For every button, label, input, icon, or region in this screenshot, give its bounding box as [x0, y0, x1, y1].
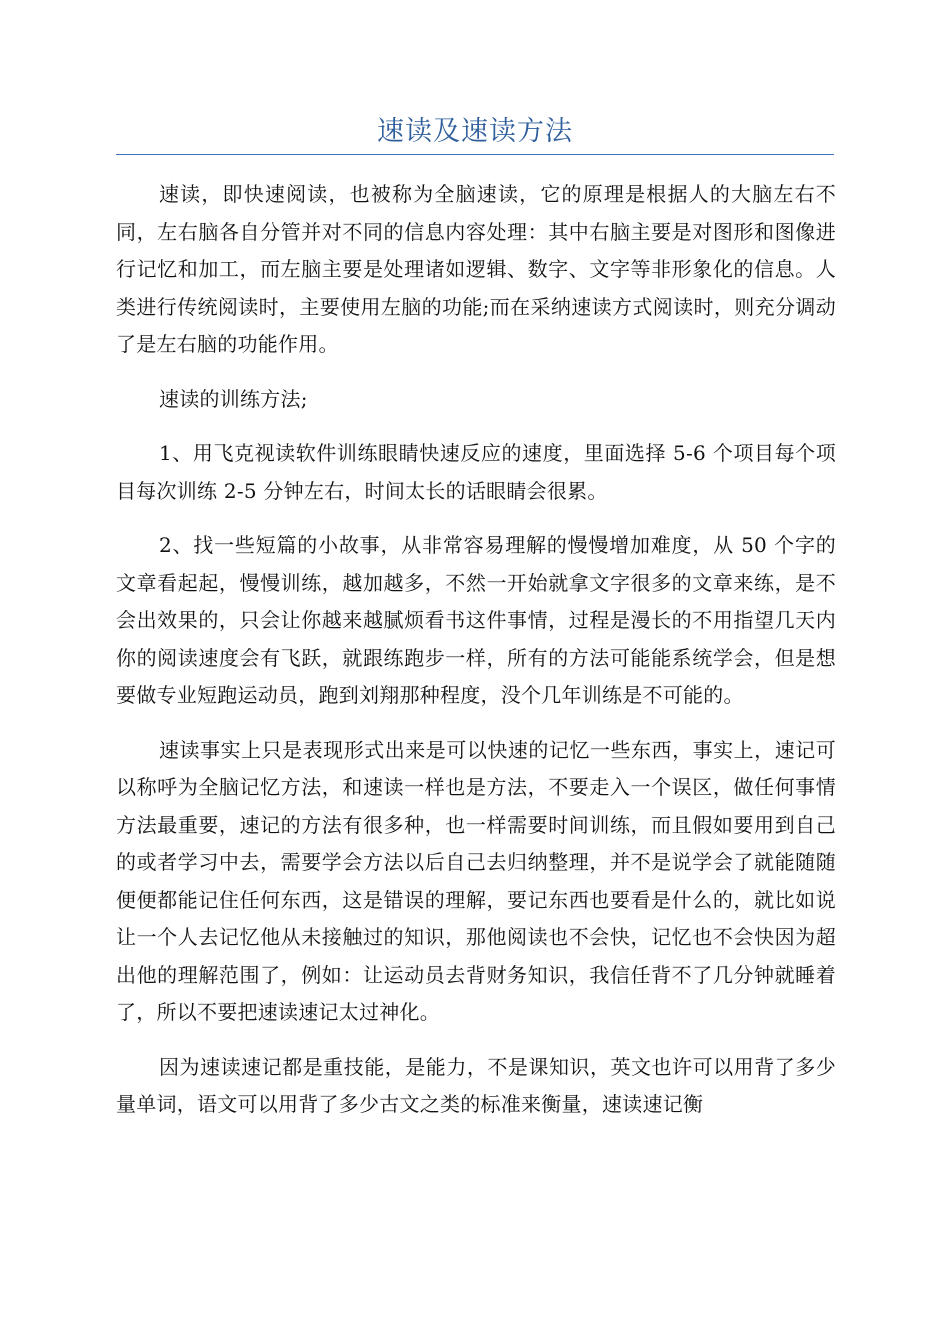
paragraph-method-2: 2、找一些短篇的小故事，从非常容易理解的慢慢增加难度，从 50 个字的文章看起起，慢慢训练，越加越多，不然一开始就拿文字很多的文章来练，是不会出效果的，只会让你越来越腻烦看书这件事情，过程是漫长的不用指望几天内你的阅读速度会有飞跃，就跟练跑步一样，所有的方法可能能系统学会，但是想要做专业短跑运动员，跑到刘翔那种程度，没个几年训练是不可能的。 — [116, 533, 836, 707]
paragraph-method-1: 1、用飞克视读软件训练眼睛快速反应的速度，里面选择 5-6 个项目每个项目每次训练 2-5 分钟左右，时间太长的话眼睛会很累。 — [116, 441, 836, 503]
document-body — [116, 176, 836, 1141]
paragraph-training-heading: 速读的训练方法; — [159, 386, 308, 411]
title-block — [116, 112, 834, 152]
title-underline — [116, 154, 834, 155]
paragraph-skills: 因为速读速记都是重技能，是能力，不是课知识，英文也许可以用背了多少量单词，语文可以用背了多少古文之类的标准来衡量，速读速记衡 — [116, 1054, 836, 1116]
page-title: 速读及速读方法 — [377, 116, 573, 147]
paragraph-intro: 速读，即快速阅读，也被称为全脑速读，它的原理是根据人的大脑左右不同，左右脑各自分管并对不同的信息内容处理：其中右脑主要是对图形和图像进行记忆和加工，而左脑主要是处理诸如逻辑、数字、文字等非形象化的信息。人类进行传统阅读时，主要使用左脑的功能;而在采纳速读方式阅读时，则充分调动了是左右脑的功能作用。 — [116, 182, 836, 356]
paragraph-speed-memory: 速读事实上只是表现形式出来是可以快速的记忆一些东西，事实上，速记可以称呼为全脑记忆方法，和速读一样也是方法，不要走入一个误区，做任何事情方法最重要，速记的方法有很多种，也一样需要时间训练，而且假如要用到自己的或者学习中去，需要学会方法以后自己去归纳整理，并不是说学会了就能随随便便都能记住任何东西，这是错误的理解，要记东西也要看是什么的，就比如说让一个人去记忆他从未接触过的知识，那他阅读也不会快，记忆也不会快因为超出他的理解范围了，例如：让运动员去背财务知识，我信任背不了几分钟就睡着了，所以不要把速读速记太过神化。 — [116, 737, 836, 1024]
